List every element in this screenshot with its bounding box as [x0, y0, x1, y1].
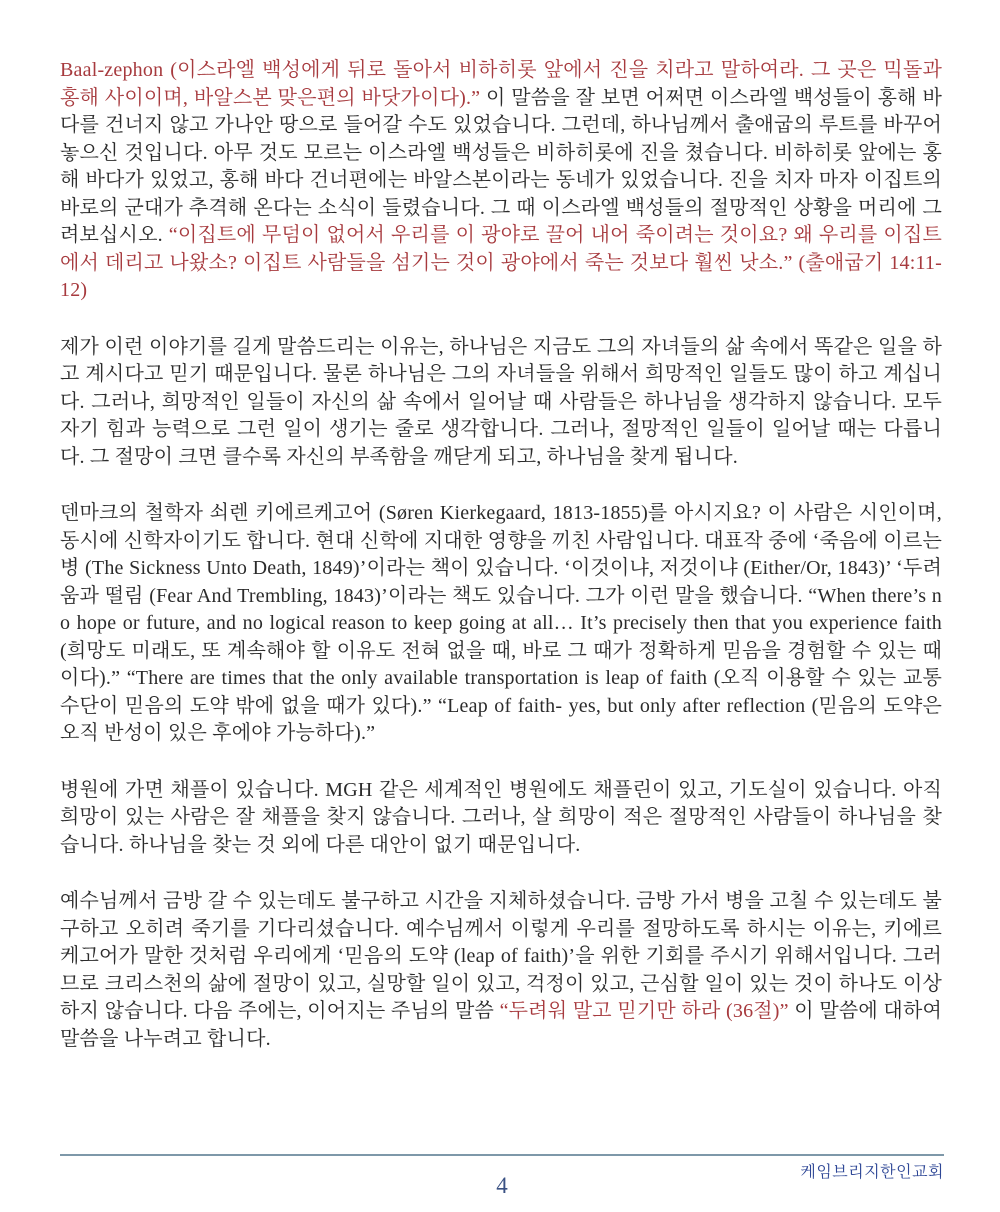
page-footer [60, 1154, 944, 1212]
scripture-quote-fear-not-verse-36: “두려워 말고 믿기만 하라 (36절)” [499, 1000, 789, 1022]
paragraph-jesus-delay [60, 888, 942, 1053]
body-text: 이 말씀에 대하여 말씀을 나누려고 합니다. [60, 1000, 942, 1050]
scripture-quote-baal-zephon: Baal-zephon (이스라엘 백성에게 뒤로 돌아서 비하히롯 앞에서 진을 치라고 말하여라. 그 곳은 믹돌과 홍해 사이이며, 바알스본 맞은편의 바닷가이다).” [60, 59, 942, 109]
body-text: 예수님께서 금방 갈 수 있는데도 불구하고 시간을 지체하셨습니다. 금방 가서 병을 고칠 수 있는데도 불구하고 오히려 죽기를 기다리셨습니다. 예수님께서 이렇게 우리를 절망하도록 하시는 이유는, 키에르케고어가 말한 것처럼 우리에게 ‘믿음의 도약 (leap of faith)’을 위한 기회를 주시기 위해서입니다. 그러므로 크리스천의 삶에 절망이 있고, 실망할 일이 있고, 걱정이 있고, 근심할 일이 있는 것이 하나도 이상하지 않습니다. 다음 주에는, 이어지는 주님의 말씀 [60, 890, 942, 1022]
body-text: 이 말씀을 잘 보면 어쩌면 이스라엘 백성들이 홍해 바다를 건너지 않고 가나안 땅으로 들어갈 수도 있었습니다. 그런데, 하나님께서 출애굽의 루트를 바꾸어 놓으신 것입니다. 아무 것도 모르는 이스라엘 백성들은 비하히롯에 진을 쳤습니다. 비하히롯 앞에는 홍해 바다가 있었고, 홍해 바다 건너편에는 바알스본이라는 동네가 있었습니다. 진을 치자 마자 이집트의 바로의 군대가 추격해 온다는 소식이 들렸습니다. 그 때 이스라엘 백성들의 절망적인 상황을 머리에 그려보십시오. [60, 86, 942, 246]
page-number: 4 [496, 1173, 508, 1198]
scripture-quote-exodus-14-11-12: “이집트에 무덤이 없어서 우리를 이 광야로 끌어 내어 죽이려는 것이요? 왜 우리를 이집트에서 데리고 나왔소? 이집트 사람들을 섬기는 것이 광야에서 죽는 것보다 훨씬 낫소.” (출애굽기 14:11-12) [60, 224, 942, 301]
paragraph-gods-work-in-despair: 제가 이런 이야기를 길게 말씀드리는 이유는, 하나님은 지금도 그의 자녀들의 삶 속에서 똑같은 일을 하고 계시다고 믿기 때문입니다. 물론 하나님은 그의 자녀들을 위해서 희망적인 일들도 많이 하고 계십니다. 그러나, 희망적인 일들이 자신의 삶 속에서 일어날 때 사람들은 하나님을 생각하지 않습니다. 모두 자기 힘과 능력으로 그런 일이 생기는 줄로 생각합니다. 그러나, 절망적인 일들이 일어날 때는 다릅니다. 그 절망이 크면 클수록 자신의 부족함을 깨닫게 되고, 하나님을 찾게 됩니다. [60, 335, 942, 468]
paragraph-exodus-route [60, 57, 942, 305]
paragraph-hospital-chapel: 병원에 가면 채플이 있습니다. MGH 같은 세계적인 병원에도 채플린이 있고, 기도실이 있습니다. 아직 희망이 있는 사람은 잘 채플을 찾지 않습니다. 그러나, 살 희망이 적은 절망적인 사람들이 하나님을 찾습니다. 하나님을 찾는 것 외에 다른 대안이 없기 때문입니다. [60, 778, 942, 856]
footer-divider [60, 1154, 944, 1156]
paragraph-kierkegaard: 덴마크의 철학자 쇠렌 키에르케고어 (Søren Kierkegaard, 1813-1855)를 아시지요? 이 사람은 시인이며, 동시에 신학자이기도 합니다. 현대 신학에 지대한 영향을 끼친 사람입니다. 대표작 중에 ‘죽음에 이르는 병 (The Sickness Unto Death, 1849)’이라는 책이 있습니다. ‘이것이냐, 저것이냐 (Either/Or, 1843)’ ‘두려움과 떨림 (Fear And Trembling, 1843)’이라는 책도 있습니다. 그가 이런 말을 했습니다. “When there’s no hope or future, and no logical reason to keep going at all… It’s precisely then that you experience faith (희망도 미래도, 또 계속해야 할 이유도 전혀 없을 때, 바로 그 때가 정확하게 믿음을 경험할 수 있는 때이다).” “There are times that the only available transportation is leap of faith (오직 이용할 수 있는 교통 수단이 믿음의 도약 밖에 없을 때가 있다).” “Leap of faith- yes, but only after reflection (믿음의 도약은 오직 반성이 있은 후에야 가능하다).” [60, 502, 942, 744]
footer-church-name: 케임브리지한인교회 [800, 1164, 944, 1181]
